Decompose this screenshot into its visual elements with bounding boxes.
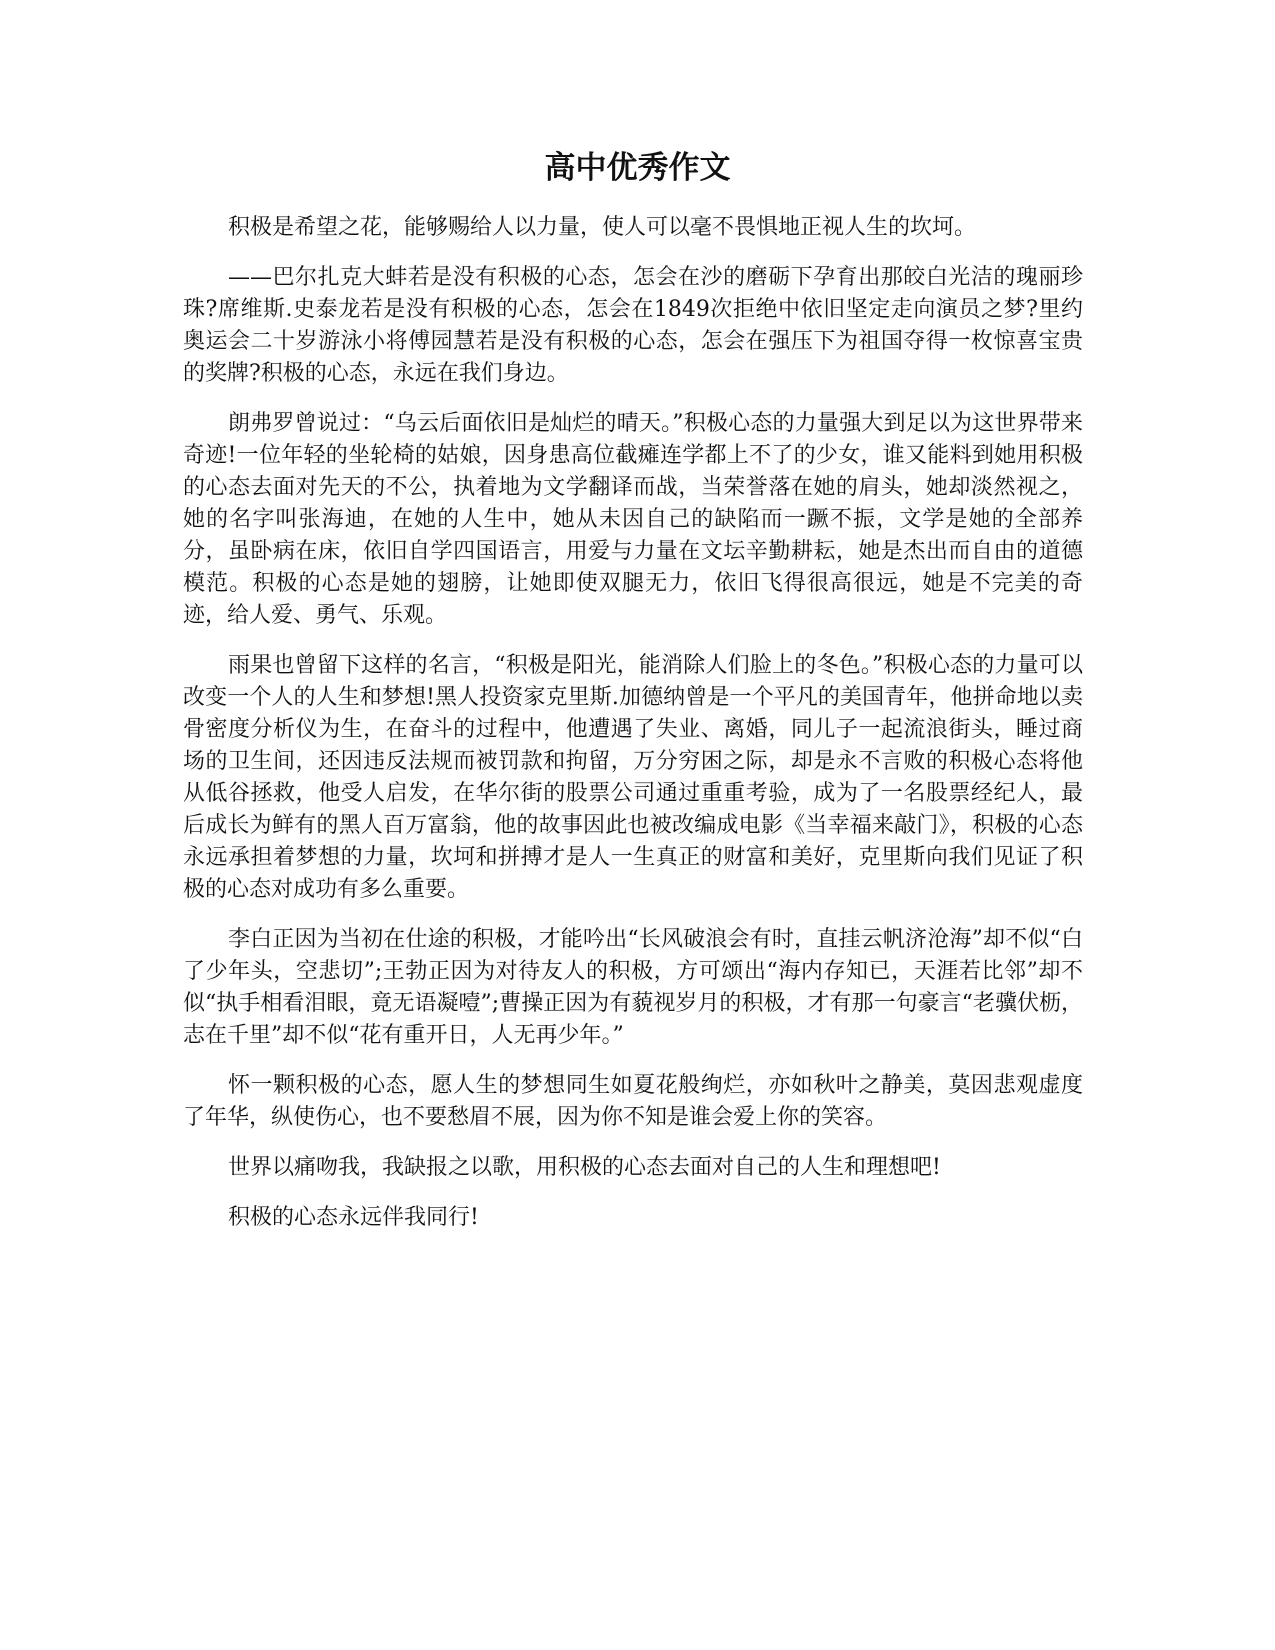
document-body — [183, 212, 1083, 1252]
paragraph-6: 怀一颗积极的心态，愿人生的梦想同生如夏花般绚烂，亦如秋叶之静美，莫因悲观虚度了年华，纵使伤心，也不要愁眉不展，因为你不知是谁会爱上你的笑容。 — [183, 1073, 1083, 1130]
paragraph-1: 积极是希望之花，能够赐给人以力量，使人可以毫不畏惧地正视人生的坎坷。 — [228, 215, 977, 240]
document-title: 高中优秀作文 — [544, 150, 731, 186]
paragraph-7: 世界以痛吻我，我缺报之以歌，用积极的心态去面对自己的人生和理想吧! — [228, 1155, 941, 1180]
paragraph-8: 积极的心态永远伴我同行! — [228, 1205, 479, 1230]
paragraph-4: 雨果也曾留下这样的名言，“积极是阳光，能消除人们脸上的冬色。”积极心态的力量可以改变一个人的人生和梦想!黑人投资家克里斯.加德纳曾是一个平凡的美国青年，他拼命地以卖骨密度分析仪为生，在奋斗的过程中，他遭遇了失业、离婚，同儿子一起流浪街头，睡过商场的卫生间，还因违反法规而被罚款和拘留，万分穷困之际，却是永不言败的积极心态将他从低谷拯救，他受人启发，在华尔街的股票公司通过重重考验，成为了一名股票经纪人，最后成长为鲜有的黑人百万富翁，他的故事因此也被改编成电影《当幸福来敲门》，积极的心态永远承担着梦想的力量，坎坷和拼搏才是人一生真正的财富和美好，克里斯向我们见证了积极的心态对成功有多么重要。 — [183, 653, 1083, 902]
paragraph-3: 朗弗罗曾说过：“乌云后面依旧是灿烂的晴天。”积极心态的力量强大到足以为这世界带来奇迹!一位年轻的坐轮椅的姑娘，因身患高位截瘫连学都上不了的少女，谁又能料到她用积极的心态去面对先天的不公，执着地为文学翻译而战，当荣誉落在她的肩头，她却淡然视之，她的名字叫张海迪，在她的人生中，她从未因自己的缺陷而一蹶不振，文学是她的全部养分，虽卧病在床，依旧自学四国语言，用爱与力量在文坛辛勤耕耘，她是杰出而自由的道德模范。积极的心态是她的翅膀，让她即使双腿无力，依旧飞得很高很远，她是不完美的奇迹，给人爱、勇气、乐观。 — [183, 411, 1083, 628]
paragraph-5: 李白正因为当初在仕途的积极，才能吟出“长风破浪会有时，直挂云帆济沧海”却不似“白了少年头，空悲切”;王勃正因为对待友人的积极，方可颂出“海内存知已，天涯若比邻”却不似“执手相看泪眼，竟无语凝噎”;曹操正因为有藐视岁月的积极，才有那一句豪言“老骥伏枥，志在千里”却不似“花有重开日，人无再少年。” — [183, 927, 1083, 1048]
paragraph-2: ——巴尔扎克大蚌若是没有积极的心态，怎会在沙的磨砺下孕育出那皎白光洁的瑰丽珍珠?席维斯.史泰龙若是没有积极的心态，怎会在1849次拒绝中依旧坚定走向演员之梦?里约奥运会二十岁游泳小将傅园慧若是没有积极的心态，怎会在强压下为祖国夺得一枚惊喜宝贵的奖牌?积极的心态，永远在我们身边。 — [183, 265, 1083, 386]
